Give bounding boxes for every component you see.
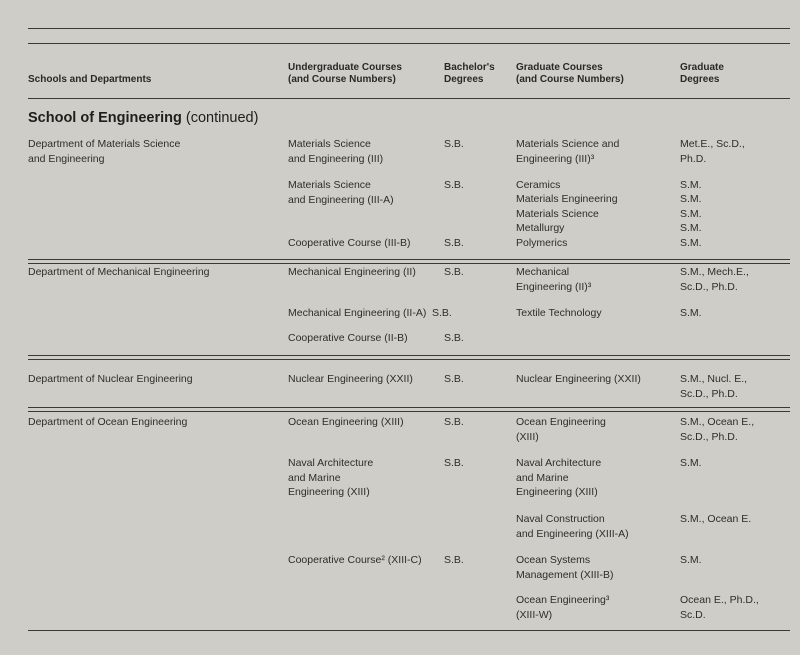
grad-degree: S.M.	[680, 179, 702, 191]
grad-degree: S.M., Ocean E., Sc.D., Ph.D.	[680, 416, 755, 443]
header-grad-degrees: Graduate Degrees	[680, 62, 724, 85]
ug-degree: S.B.	[444, 416, 464, 428]
dept-materials: Department of Materials Science and Engineering	[28, 138, 181, 165]
grad-course: Materials Science	[516, 208, 599, 220]
section-title-suffix: (continued)	[181, 110, 259, 126]
grad-degree: S.M.	[680, 208, 702, 220]
grad-degree: S.M., Nucl. E., Sc.D., Ph.D.	[680, 373, 748, 400]
ug-degree: S.B.	[432, 307, 452, 319]
grad-degree: S.M., Ocean E.	[680, 513, 752, 525]
grad-course: Naval Architecture and Marine Engineering (XIII)	[516, 457, 602, 498]
ug-course: Cooperative Course² (XIII-C)	[288, 554, 422, 566]
grad-course: Mechanical Engineering (II)³	[516, 266, 592, 293]
grad-degree: S.M.	[680, 193, 702, 205]
grad-degree: S.M.	[680, 554, 702, 566]
ug-course: Nuclear Engineering (XXII)	[288, 373, 413, 385]
ug-course: Naval Architecture and Marine Engineering (XIII)	[288, 457, 374, 498]
grad-course: Materials Engineering	[516, 193, 618, 205]
grad-course: Nuclear Engineering (XXII)	[516, 373, 641, 385]
ug-course: Ocean Engineering (XIII)	[288, 416, 404, 428]
grad-course: Ocean Systems Management (XIII-B)	[516, 554, 614, 581]
grad-course: Textile Technology	[516, 307, 602, 319]
rule-mechanical	[28, 355, 790, 356]
ug-course: Materials Science and Engineering (III-A)	[288, 179, 394, 206]
grad-degree: S.M., Mech.E., Sc.D., Ph.D.	[680, 266, 749, 293]
ug-degree: S.B.	[444, 457, 464, 469]
section-title	[28, 110, 258, 126]
dept-nuclear: Department of Nuclear Engineering	[28, 373, 193, 385]
ug-course: Mechanical Engineering (II-A)	[288, 307, 427, 319]
grad-degree: S.M.	[680, 457, 702, 469]
ug-course: Cooperative Course (II-B)	[288, 332, 408, 344]
ug-degree: S.B.	[444, 179, 464, 191]
grad-degree: Ocean E., Ph.D., Sc.D.	[680, 594, 759, 621]
grad-course: Ocean Engineering³ (XIII-W)	[516, 594, 610, 621]
header-bachelors: Bachelor's Degrees	[444, 62, 495, 85]
rule-nuclear	[28, 407, 790, 408]
section-title-main: School of Engineering	[28, 110, 182, 126]
grad-course: Polymerics	[516, 237, 568, 249]
ug-degree: S.B.	[444, 373, 464, 385]
grad-degree: Met.E., Sc.D., Ph.D.	[680, 138, 745, 165]
dept-ocean: Department of Ocean Engineering	[28, 416, 188, 428]
header-undergrad: Undergraduate Courses (and Course Numbers)	[288, 62, 402, 85]
grad-degree: S.M.	[680, 222, 702, 234]
ug-degree: S.B.	[444, 554, 464, 566]
ug-degree: S.B.	[444, 138, 464, 150]
top-rule-1	[28, 28, 790, 29]
grad-course: Ceramics	[516, 179, 561, 191]
ug-degree: S.B.	[444, 332, 464, 344]
header-rule	[28, 98, 790, 99]
ug-course: Cooperative Course (III-B)	[288, 237, 411, 249]
header-schools: Schools and Departments	[28, 74, 152, 85]
header-graduate: Graduate Courses (and Course Numbers)	[516, 62, 624, 85]
dept-mechanical: Department of Mechanical Engineering	[28, 266, 210, 278]
grad-course: Metallurgy	[516, 222, 565, 234]
top-rule-2	[28, 43, 790, 44]
ug-course: Mechanical Engineering (II)	[288, 266, 416, 278]
ug-degree: S.B.	[444, 237, 464, 249]
ug-degree: S.B.	[444, 266, 464, 278]
ug-course: Materials Science and Engineering (III)	[288, 138, 384, 165]
rule-materials	[28, 259, 790, 260]
grad-course: Ocean Engineering (XIII)	[516, 416, 606, 443]
grad-course: Materials Science and Engineering (III)³	[516, 138, 620, 165]
grad-degree: S.M.	[680, 237, 702, 249]
grad-course: Naval Construction and Engineering (XIII-A)	[516, 513, 629, 540]
grad-degree: S.M.	[680, 307, 702, 319]
bottom-rule	[28, 630, 790, 631]
